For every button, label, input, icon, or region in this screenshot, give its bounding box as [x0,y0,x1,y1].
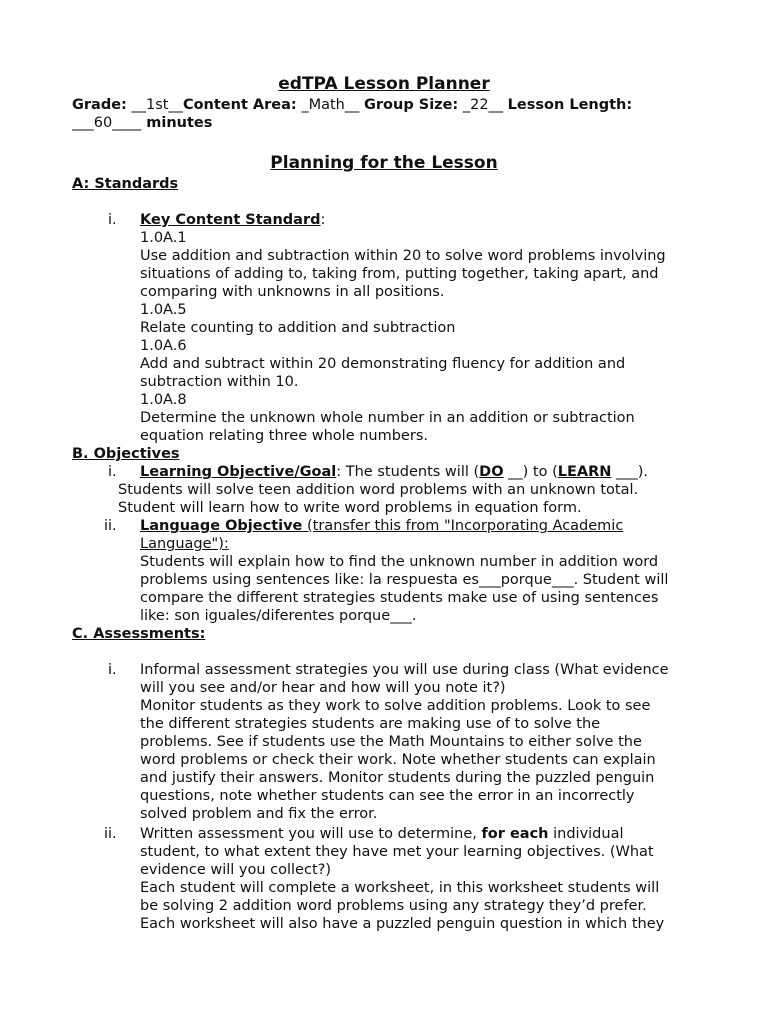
standard-line: 1.0A.6 [140,338,187,354]
document-title: edTPA Lesson Planner [278,74,490,94]
assessment-i-numeral: i. [108,662,117,678]
standard-line: situations of adding to, taking from, putting together, taking apart, and [140,266,659,282]
header-info-line [72,96,632,114]
lesson-length-line [72,114,212,132]
standard-line: Determine the unknown whole number in an addition or subtraction [140,410,635,426]
learning-objective-text: ___). [611,464,649,480]
objective-i-numeral: i. [108,464,117,480]
objectives-heading: B. Objectives [72,446,180,462]
standard-line: 1.0A.5 [140,302,187,318]
assessment-line: and justify their answers. Monitor students during the puzzled penguin [140,770,655,786]
objective-line: like: son iguales/diferentes porque___. [140,608,417,624]
standard-line: Use addition and subtraction within 20 to solve word problems involving [140,248,666,264]
grade-label: Grade: [72,97,127,113]
written-assessment-text: individual [548,826,624,842]
do-label: DO [479,464,504,480]
for-each-label: for each [481,826,549,842]
assessment-line: will you see and/or hear and how will you note it?) [140,680,506,696]
assessment-line: solved problem and fix the error. [140,806,378,822]
learning-objective-label: Learning Objective/Goal [140,464,337,480]
standard-line: 1.0A.8 [140,392,187,408]
language-objective-line [140,517,623,535]
standards-numeral: i. [108,212,117,228]
objective-line: Student will learn how to write word problems in equation form. [118,500,582,516]
grade-value: __1st__ [126,97,183,113]
standard-line: subtraction within 10. [140,374,299,390]
section-title: Planning for the Lesson [270,153,498,173]
standards-heading: A: Standards [72,176,179,192]
lesson-length-label: Lesson Length: [507,97,633,113]
learning-objective-text: __) to ( [503,464,558,480]
language-objective-label: Language Objective [140,518,303,534]
content-area-label: Content Area: [182,97,297,113]
learning-objective-text: : The students will ( [336,464,480,480]
objective-line: Students will solve teen addition word problems with an unknown total. [118,482,639,498]
assessment-line: questions, note whether students can see the error in an incorrectly [140,788,635,804]
assessment-ii-numeral: ii. [104,826,117,842]
content-area-value: _Math__ [296,97,364,113]
assessment-line: Each student will complete a worksheet, in this worksheet students will [140,880,660,896]
lesson-length-value: ___60____ [72,115,142,131]
standard-line: 1.0A.1 [140,230,187,246]
assessment-line: evidence will you collect?) [140,862,331,878]
colon: : [320,212,326,228]
minutes-label: minutes [141,115,213,131]
written-assessment-text: Written assessment you will use to determine, [140,826,482,842]
learning-objective-line [140,463,648,481]
assessment-line: word problems or check their work. Note whether students can explain [140,752,656,768]
key-content-standard-label: Key Content Standard [140,212,321,228]
learn-label: LEARN [557,464,612,480]
standard-line: comparing with unknowns in all positions. [140,284,445,300]
assessment-line: student, to what extent they have met your learning objectives. (What [140,844,654,860]
standard-line: equation relating three whole numbers. [140,428,428,444]
objective-ii-numeral: ii. [104,518,117,534]
standard-line: Add and subtract within 20 demonstrating fluency for addition and [140,356,626,372]
assessment-line: the different strategies students are making use of to solve the [140,716,601,732]
assessments-heading: C. Assessments: [72,626,206,642]
assessment-line: Monitor students as they work to solve addition problems. Look to see [140,698,651,714]
group-size-label: Group Size: [363,97,459,113]
standard-line: Relate counting to addition and subtraction [140,320,456,336]
assessment-line: problems. See if students use the Math Mountains to either solve the [140,734,642,750]
objective-line: problems using sentences like: la respuesta es___porque___. Student will [140,572,669,588]
assessment-line: Each worksheet will also have a puzzled penguin question in which they [140,916,665,932]
objective-line: Students will explain how to find the unknown number in addition word [140,554,659,570]
objective-line: compare the different strategies students make use of using sentences [140,590,659,606]
assessment-line: Informal assessment strategies you will use during class (What evidence [140,662,669,678]
key-content-standard-heading [140,211,325,229]
language-objective-text: (transfer this from "Incorporating Academic [302,518,624,534]
assessment-line: be solving 2 addition word problems using any strategy they’d prefer. [140,898,647,914]
language-objective-line-2: Language"): [140,536,229,552]
group-size-value: _22__ [458,97,508,113]
written-assessment-line [140,825,624,843]
